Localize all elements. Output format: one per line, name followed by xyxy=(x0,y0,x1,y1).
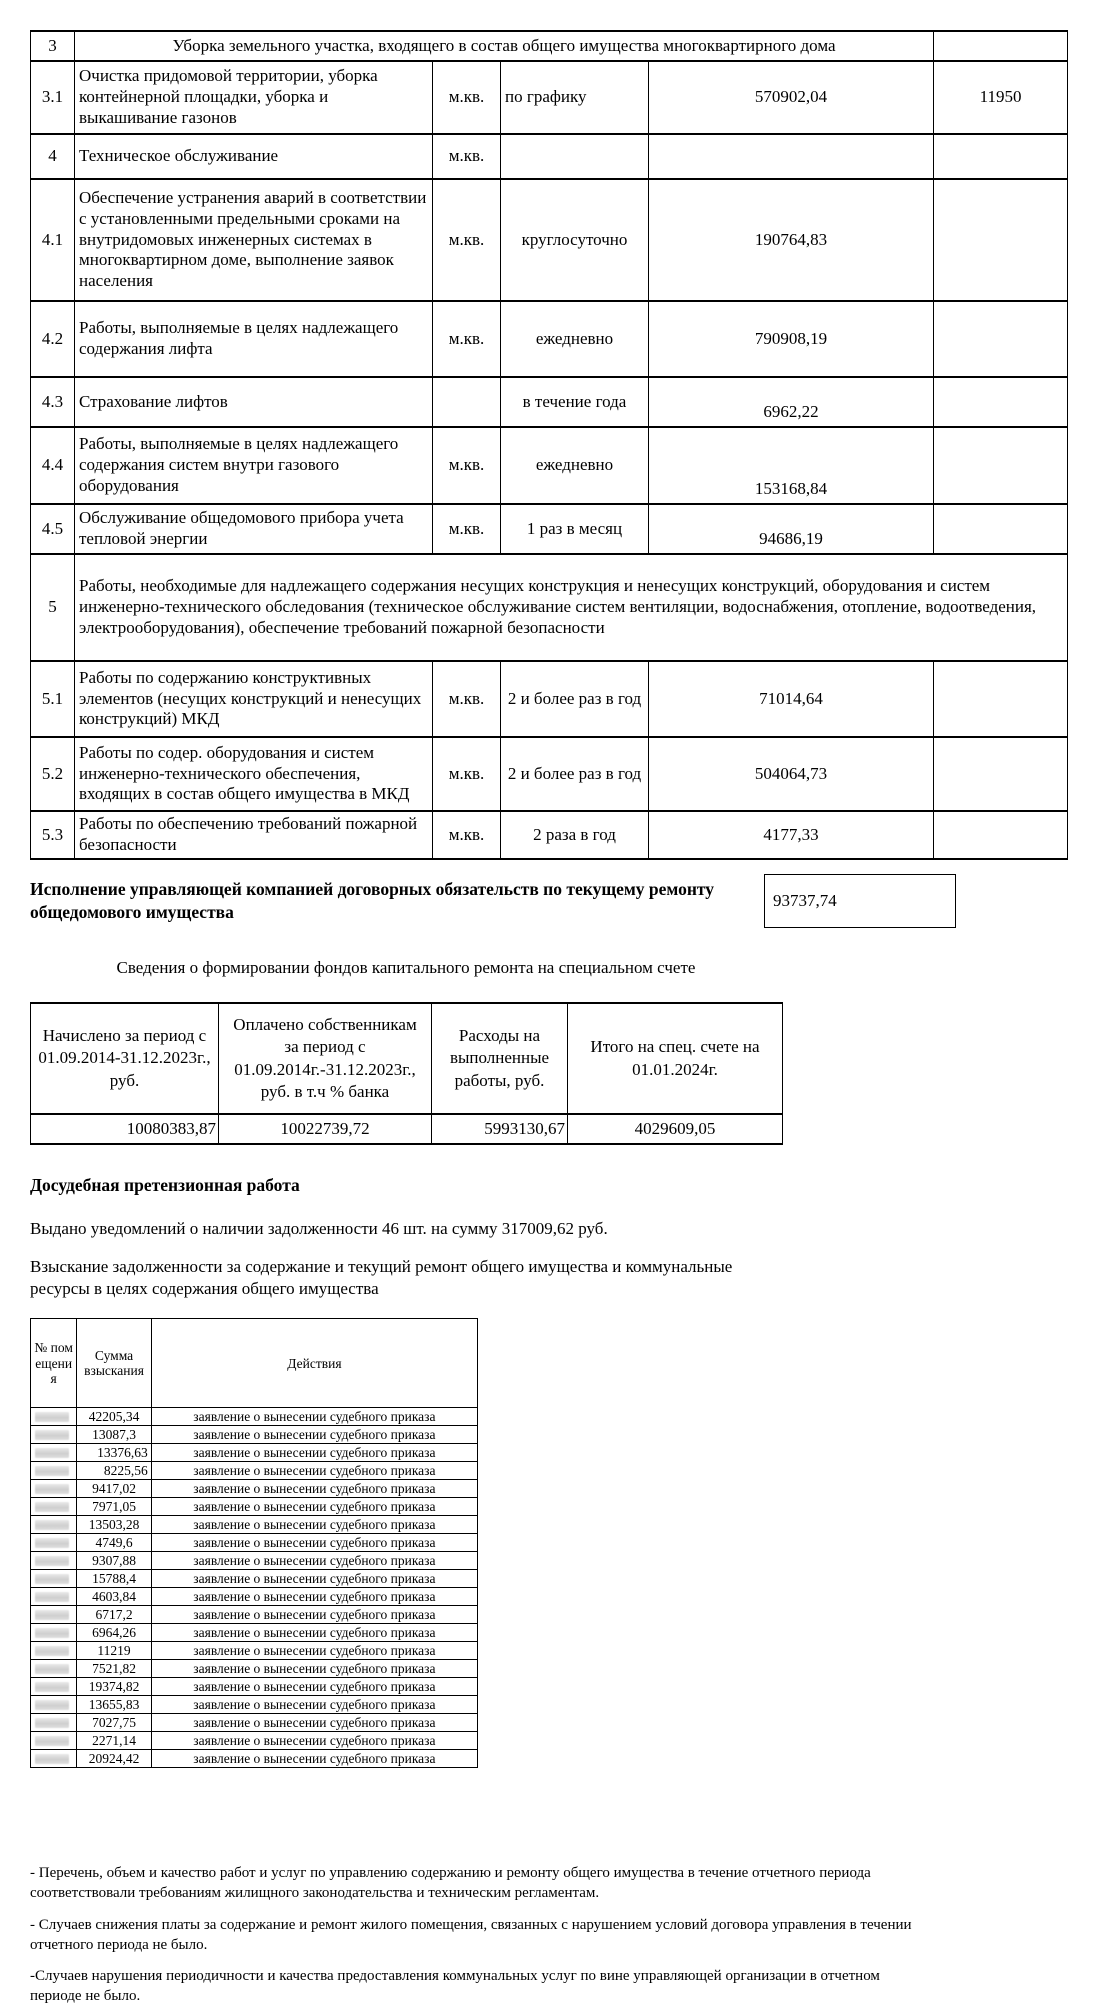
claim-sum-cell: 13087,3 xyxy=(77,1426,152,1444)
claims-row xyxy=(31,1624,478,1642)
claim-action-cell: заявление о вынесении судебного приказа xyxy=(151,1498,477,1516)
table-row xyxy=(31,427,1068,504)
extra-cell xyxy=(934,377,1068,427)
table-row xyxy=(31,737,1068,811)
row-num-cell: 5 xyxy=(31,554,75,661)
claims-row xyxy=(31,1498,478,1516)
unit-cell: м.кв. xyxy=(433,427,501,504)
fund-header-cell: Оплачено собственникам за период с 01.09.2014г.-31.12.2023г., руб. в т.ч % банка xyxy=(219,1003,432,1114)
table-row xyxy=(31,661,1068,737)
claim-sum-cell: 20924,42 xyxy=(77,1750,152,1768)
description-cell: Работы, выполняемые в целях надлежащего содержания систем внутри газового оборудования xyxy=(75,427,433,504)
fund-header-cell: Итого на спец. счете на 01.01.2024г. xyxy=(568,1003,783,1114)
claims-row xyxy=(31,1588,478,1606)
redacted-room-number xyxy=(35,1412,69,1422)
redacted-room-number xyxy=(35,1448,69,1458)
row-num-cell: 4 xyxy=(31,134,75,179)
room-number-cell xyxy=(31,1714,77,1732)
claim-sum-cell: 13655,83 xyxy=(77,1696,152,1714)
claims-header-room: № помещения xyxy=(31,1319,77,1408)
description-cell: Работы по содер. оборудования и систем инженерно-технического обеспечения, входящих в состав общего имущества в МКД xyxy=(75,737,433,811)
value-cell: 190764,83 xyxy=(649,179,934,301)
claim-action-cell: заявление о вынесении судебного приказа xyxy=(151,1480,477,1498)
claim-sum-cell: 6964,26 xyxy=(77,1624,152,1642)
table-row xyxy=(31,134,1068,179)
table-row xyxy=(31,504,1068,554)
unit-cell: м.кв. xyxy=(433,811,501,859)
extra-cell xyxy=(934,661,1068,737)
value-cell: 71014,64 xyxy=(649,661,934,737)
capital-fund-title: Сведения о формировании фондов капитального ремонта на специальном счете xyxy=(116,958,696,977)
claims-header-sum: Сумма взыскания xyxy=(77,1319,152,1408)
periodicity-cell: 2 и более раз в год xyxy=(501,661,649,737)
claims-row xyxy=(31,1570,478,1588)
periodicity-cell: 2 раза в год xyxy=(501,811,649,859)
row-num-cell: 5.3 xyxy=(31,811,75,859)
value-cell: 570902,04 xyxy=(649,61,934,134)
description-cell: Очистка придомовой территории, уборка контейнерной площадки, уборка и выкашивание газонов xyxy=(75,61,433,134)
row-num-cell: 3 xyxy=(31,31,75,61)
room-number-cell xyxy=(31,1660,77,1678)
room-number-cell xyxy=(31,1732,77,1750)
claim-action-cell: заявление о вынесении судебного приказа xyxy=(151,1534,477,1552)
claim-sum-cell: 2271,14 xyxy=(77,1732,152,1750)
claim-action-cell: заявление о вынесении судебного приказа xyxy=(151,1678,477,1696)
unit-cell: м.кв. xyxy=(433,661,501,737)
claim-sum-cell: 6717,2 xyxy=(77,1606,152,1624)
fund-header-cell: Расходы на выполненные работы, руб. xyxy=(432,1003,568,1114)
value-cell xyxy=(649,134,934,179)
redacted-room-number xyxy=(35,1610,69,1620)
room-number-cell xyxy=(31,1678,77,1696)
unit-cell: м.кв. xyxy=(433,301,501,377)
table-row xyxy=(31,31,1068,61)
claim-sum-cell: 42205,34 xyxy=(77,1408,152,1426)
current-repair-label: Исполнение управляющей компанией договорных обязательств по текущему ремонту общедомового имущества xyxy=(30,879,715,923)
claim-sum-cell: 4603,84 xyxy=(77,1588,152,1606)
claims-row xyxy=(31,1444,478,1462)
room-number-cell xyxy=(31,1498,77,1516)
claims-row xyxy=(31,1732,478,1750)
claims-row xyxy=(31,1642,478,1660)
row-num-cell: 4.3 xyxy=(31,377,75,427)
redacted-room-number xyxy=(35,1556,69,1566)
periodicity-cell: ежедневно xyxy=(501,427,649,504)
unit-cell: м.кв. xyxy=(433,61,501,134)
claim-action-cell: заявление о вынесении судебного приказа xyxy=(151,1624,477,1642)
value-cell: 504064,73 xyxy=(649,737,934,811)
claim-action-cell: заявление о вынесении судебного приказа xyxy=(151,1516,477,1534)
redacted-room-number xyxy=(35,1664,69,1674)
room-number-cell xyxy=(31,1426,77,1444)
fund-value-cell: 4029609,05 xyxy=(568,1114,783,1144)
claim-sum-cell: 4749,6 xyxy=(77,1534,152,1552)
value-cell: 153168,84 xyxy=(649,427,934,504)
room-number-cell xyxy=(31,1696,77,1714)
collection-line: Взыскание задолженности за содержание и текущий ремонт общего имущества и коммунальные ресурсы в целях содержания общего имущества xyxy=(30,1257,733,1299)
extra-cell xyxy=(934,31,1068,61)
claim-sum-cell: 8225,56 xyxy=(77,1462,152,1480)
redacted-room-number xyxy=(35,1592,69,1602)
room-number-cell xyxy=(31,1750,77,1768)
description-cell: Работы, необходимые для надлежащего содержания несущих конструкция и ненесущих конструкций, оборудования и систем инженерно-технического обследования (техническое обслуживание систем вентиляции, водоснабжения, отопление, водоотведения, электрооборудования), обеспечение требований пожарной безопасности xyxy=(75,554,1068,661)
claim-sum-cell: 9307,88 xyxy=(77,1552,152,1570)
claim-action-cell: заявление о вынесении судебного приказа xyxy=(151,1462,477,1480)
claim-sum-cell: 7971,05 xyxy=(77,1498,152,1516)
claims-row xyxy=(31,1678,478,1696)
description-cell: Работы по обеспечению требований пожарной безопасности xyxy=(75,811,433,859)
claims-row xyxy=(31,1696,478,1714)
claims-row xyxy=(31,1750,478,1768)
redacted-room-number xyxy=(35,1484,69,1494)
redacted-room-number xyxy=(35,1646,69,1656)
current-repair-section xyxy=(30,878,1010,928)
table-row xyxy=(31,554,1068,661)
claim-action-cell: заявление о вынесении судебного приказа xyxy=(151,1408,477,1426)
notifications-line: Выдано уведомлений о наличии задолженности 46 шт. на сумму 317009,62 руб. xyxy=(30,1219,608,1238)
description-cell: Уборка земельного участка, входящего в состав общего имущества многоквартирного дома xyxy=(75,31,934,61)
pretrial-title: Досудебная претензионная работа xyxy=(30,1175,300,1195)
table-row xyxy=(31,377,1068,427)
row-num-cell: 4.1 xyxy=(31,179,75,301)
claims-row xyxy=(31,1426,478,1444)
row-num-cell: 4.5 xyxy=(31,504,75,554)
footnote: - Случаев снижения платы за содержание и ремонт жилого помещения, связанных с нарушением условий договора управления в течении отчетного периода не было. xyxy=(30,1916,912,1953)
fund-value-cell: 10080383,87 xyxy=(31,1114,219,1144)
room-number-cell xyxy=(31,1588,77,1606)
claims-row xyxy=(31,1480,478,1498)
room-number-cell xyxy=(31,1444,77,1462)
claim-action-cell: заявление о вынесении судебного приказа xyxy=(151,1714,477,1732)
room-number-cell xyxy=(31,1570,77,1588)
unit-cell: м.кв. xyxy=(433,134,501,179)
fund-value-cell: 10022739,72 xyxy=(219,1114,432,1144)
redacted-room-number xyxy=(35,1574,69,1584)
extra-cell xyxy=(934,737,1068,811)
claim-sum-cell: 11219 xyxy=(77,1642,152,1660)
claim-action-cell: заявление о вынесении судебного приказа xyxy=(151,1444,477,1462)
redacted-room-number xyxy=(35,1718,69,1728)
current-repair-value: 93737,74 xyxy=(773,891,837,910)
claims-row xyxy=(31,1660,478,1678)
claim-action-cell: заявление о вынесении судебного приказа xyxy=(151,1660,477,1678)
unit-cell xyxy=(433,377,501,427)
table-row xyxy=(31,811,1068,859)
room-number-cell xyxy=(31,1552,77,1570)
value-cell: 4177,33 xyxy=(649,811,934,859)
periodicity-cell: круглосуточно xyxy=(501,179,649,301)
footnote: - Перечень, объем и качество работ и услуг по управлению содержанию и ремонту общего имущества в течение отчетного периода соответствовали требованиям жилищного законодательства и техническим регламентам. xyxy=(30,1865,871,1902)
claim-action-cell: заявление о вынесении судебного приказа xyxy=(151,1588,477,1606)
redacted-room-number xyxy=(35,1502,69,1512)
claim-sum-cell: 9417,02 xyxy=(77,1480,152,1498)
fund-values-row xyxy=(31,1114,783,1144)
footnote: -Случаев нарушения периодичности и качества предоставления коммунальных услуг по вине управляющей организации в отчетном периоде не было. xyxy=(30,1968,880,2005)
redacted-room-number xyxy=(35,1430,69,1440)
periodicity-cell xyxy=(501,134,649,179)
description-cell: Работы, выполняемые в целях надлежащего содержания лифта xyxy=(75,301,433,377)
claims-table xyxy=(30,1318,478,1768)
claim-action-cell: заявление о вынесении судебного приказа xyxy=(151,1552,477,1570)
row-num-cell: 4.4 xyxy=(31,427,75,504)
extra-cell xyxy=(934,504,1068,554)
periodicity-cell: ежедневно xyxy=(501,301,649,377)
current-repair-value-box xyxy=(764,874,956,928)
claim-action-cell: заявление о вынесении судебного приказа xyxy=(151,1606,477,1624)
claim-sum-cell: 13376,63 xyxy=(77,1444,152,1462)
description-cell: Обслуживание общедомового прибора учета тепловой энергии xyxy=(75,504,433,554)
footnotes xyxy=(30,1864,914,2007)
room-number-cell xyxy=(31,1606,77,1624)
table-row xyxy=(31,301,1068,377)
row-num-cell: 4.2 xyxy=(31,301,75,377)
description-cell: Страхование лифтов xyxy=(75,377,433,427)
description-cell: Работы по содержанию конструктивных элементов (несущих конструкций и ненесущих конструкций) МКД xyxy=(75,661,433,737)
claim-action-cell: заявление о вынесении судебного приказа xyxy=(151,1426,477,1444)
unit-cell: м.кв. xyxy=(433,737,501,811)
extra-cell xyxy=(934,811,1068,859)
row-num-cell: 5.2 xyxy=(31,737,75,811)
redacted-room-number xyxy=(35,1520,69,1530)
redacted-room-number xyxy=(35,1754,69,1764)
claim-sum-cell: 19374,82 xyxy=(77,1678,152,1696)
claims-row xyxy=(31,1408,478,1426)
redacted-room-number xyxy=(35,1466,69,1476)
row-num-cell: 5.1 xyxy=(31,661,75,737)
claims-row xyxy=(31,1714,478,1732)
claim-action-cell: заявление о вынесении судебного приказа xyxy=(151,1570,477,1588)
fund-header-row xyxy=(31,1003,783,1114)
redacted-room-number xyxy=(35,1736,69,1746)
description-cell: Техническое обслуживание xyxy=(75,134,433,179)
room-number-cell xyxy=(31,1642,77,1660)
redacted-room-number xyxy=(35,1538,69,1548)
maintenance-works-table xyxy=(30,30,1068,860)
claim-sum-cell: 7521,82 xyxy=(77,1660,152,1678)
unit-cell: м.кв. xyxy=(433,179,501,301)
table-row xyxy=(31,61,1068,134)
fund-header-cell: Начислено за период с 01.09.2014-31.12.2023г., руб. xyxy=(31,1003,219,1114)
room-number-cell xyxy=(31,1480,77,1498)
claims-row xyxy=(31,1462,478,1480)
claim-sum-cell: 7027,75 xyxy=(77,1714,152,1732)
redacted-room-number xyxy=(35,1682,69,1692)
room-number-cell xyxy=(31,1624,77,1642)
fund-value-cell: 5993130,67 xyxy=(432,1114,568,1144)
periodicity-cell: в течение года xyxy=(501,377,649,427)
claims-row xyxy=(31,1516,478,1534)
room-number-cell xyxy=(31,1408,77,1426)
value-cell: 790908,19 xyxy=(649,301,934,377)
capital-fund-table xyxy=(30,1002,783,1145)
claims-row xyxy=(31,1534,478,1552)
claims-header-actions: Действия xyxy=(151,1319,477,1408)
value-cell: 94686,19 xyxy=(649,504,934,554)
claims-header-row xyxy=(31,1319,478,1408)
unit-cell: м.кв. xyxy=(433,504,501,554)
extra-cell xyxy=(934,301,1068,377)
periodicity-cell: по графику xyxy=(501,61,649,134)
extra-cell xyxy=(934,134,1068,179)
claim-action-cell: заявление о вынесении судебного приказа xyxy=(151,1732,477,1750)
room-number-cell xyxy=(31,1462,77,1480)
room-number-cell xyxy=(31,1534,77,1552)
claim-action-cell: заявление о вынесении судебного приказа xyxy=(151,1696,477,1714)
claim-action-cell: заявление о вынесении судебного приказа xyxy=(151,1642,477,1660)
value-cell: 6962,22 xyxy=(649,377,934,427)
redacted-room-number xyxy=(35,1628,69,1638)
room-number-cell xyxy=(31,1516,77,1534)
description-cell: Обеспечение устранения аварий в соответствии с установленными предельными сроками на внутридомовых инженерных системах в многоквартирном доме, выполнение заявок населения xyxy=(75,179,433,301)
row-num-cell: 3.1 xyxy=(31,61,75,134)
redacted-room-number xyxy=(35,1700,69,1710)
extra-cell xyxy=(934,427,1068,504)
claim-sum-cell: 15788,4 xyxy=(77,1570,152,1588)
extra-cell: 11950 xyxy=(934,61,1068,134)
claim-action-cell: заявление о вынесении судебного приказа xyxy=(151,1750,477,1768)
claims-row xyxy=(31,1552,478,1570)
periodicity-cell: 2 и более раз в год xyxy=(501,737,649,811)
periodicity-cell: 1 раз в месяц xyxy=(501,504,649,554)
claims-row xyxy=(31,1606,478,1624)
extra-cell xyxy=(934,179,1068,301)
claim-sum-cell: 13503,28 xyxy=(77,1516,152,1534)
table-row xyxy=(31,179,1068,301)
